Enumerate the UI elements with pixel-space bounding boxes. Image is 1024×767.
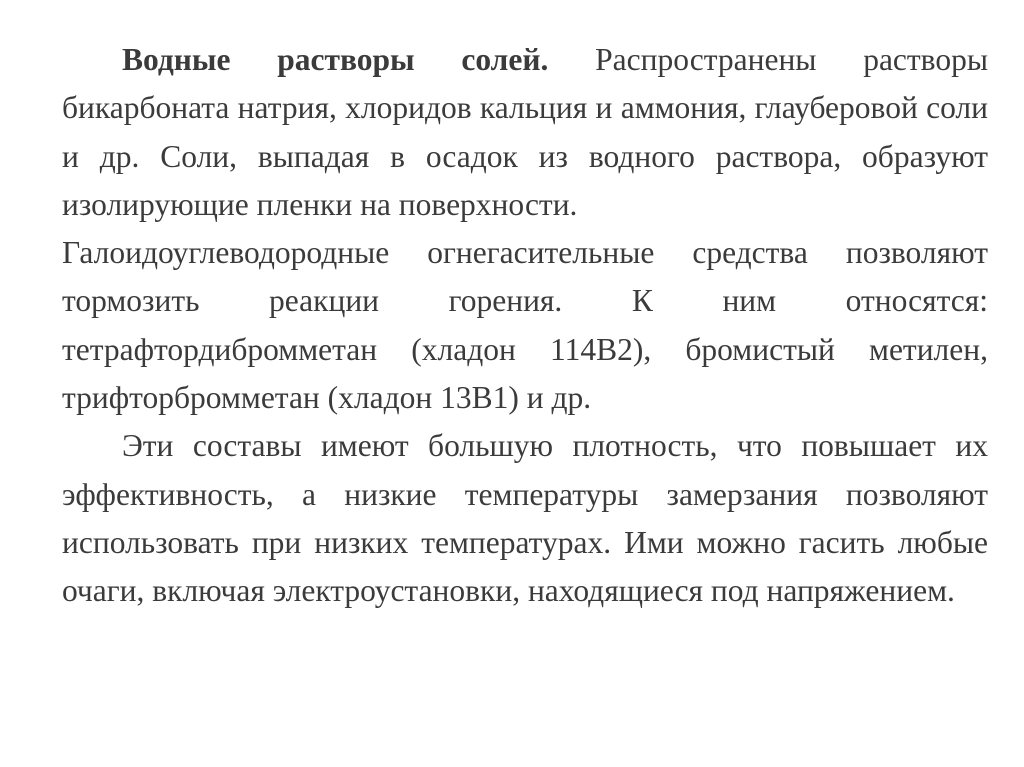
paragraph-halocarbon-agents [62, 229, 988, 422]
paragraph-text: Эти составы имеют большую плотность, что повышает их эффективность, а низкие температуры замерзания позволяют использовать при низких температурах. Ими можно гасить любые очаги, включая электроустановки, находящиеся под напряжением. [62, 428, 988, 609]
paragraph-lead-bold: Водные растворы солей. [122, 42, 549, 77]
slide-text-body [62, 36, 988, 616]
paragraph-text: Распространены растворы бикарбоната натрия, хлоридов кальция и аммония, глауберовой соли и др. Соли, выпадая в осадок из водного раствора, образуют изолирующие пленки на поверхности. [62, 42, 988, 222]
paragraph-text: Галоидоуглеводородные огнегасительные средства позволяют тормозить реакции горения. К ним относятся: тетрафтордибромметан (хладон 114В2), бромистый метилен, трифторбромметан (хладон 13В1) и др. [62, 235, 988, 416]
paragraph-properties [62, 422, 988, 615]
paragraph-salt-solutions [62, 36, 988, 229]
